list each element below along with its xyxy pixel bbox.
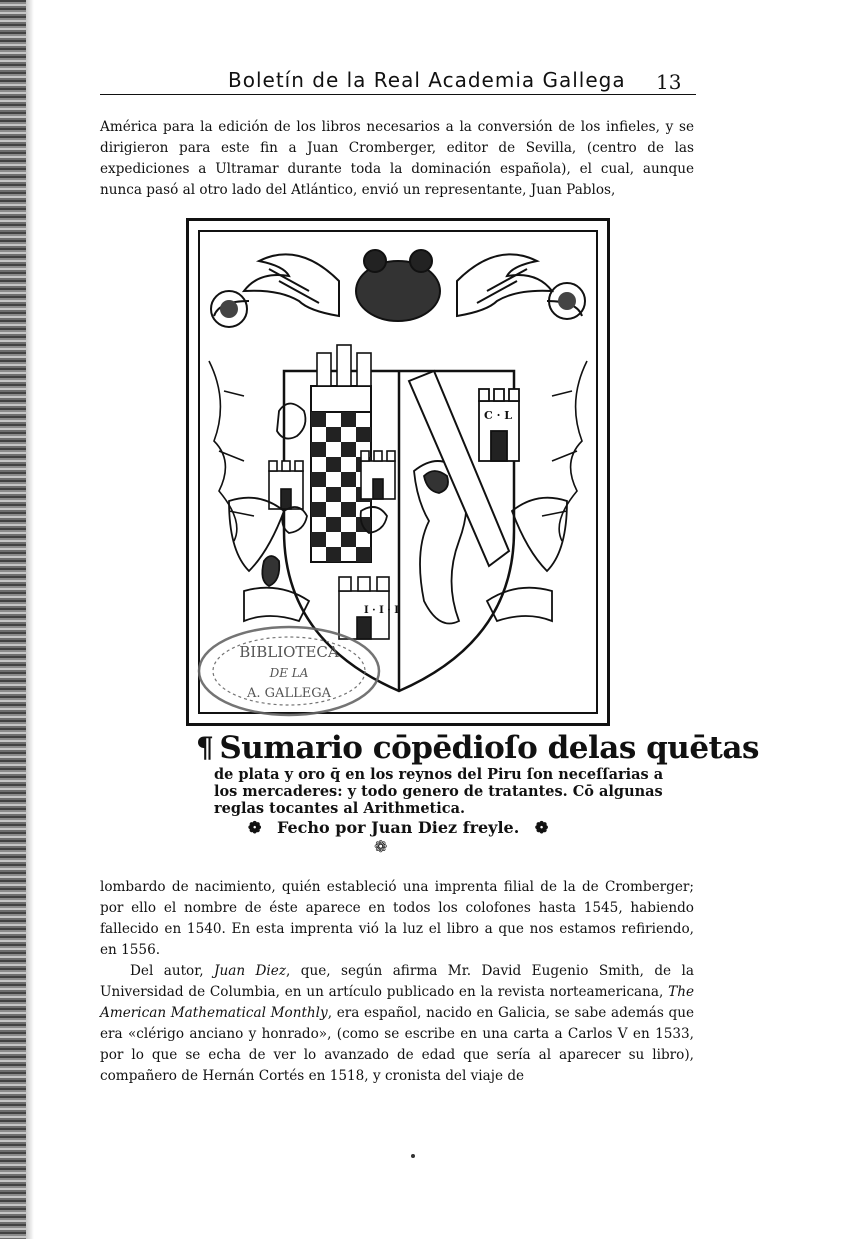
pilcrow-icon: ¶: [196, 731, 214, 764]
bottom-paragraph-2: [100, 961, 694, 1087]
coat-of-arms-illustration: [189, 221, 607, 723]
page-header: [100, 64, 700, 98]
caption-line-2: los mercaderes: y todo genero de tratantes. Cō algunas: [214, 783, 663, 800]
caption-title: Sumario cōpēdioſo delas quētas: [219, 730, 759, 766]
coat-of-arms-woodcut: [186, 218, 610, 726]
bp2-text-b: , era español, nacido en Galicia, se sabe además que era «clérigo anciano y honrado», (como se escribe en una carta a Carlos V en 1533, por lo que se echa de ver lo avanzado de edad que sería al aparecer su libro), compañero de Hernán Cortés en 1518, y cronista del viaje de: [100, 1005, 694, 1084]
ornament-right-icon: ❁: [534, 818, 549, 837]
stamp-line2: DE LA: [269, 666, 309, 680]
stamp-line1: BIBLIOTECA: [239, 643, 339, 661]
ornament-left-icon: ❁: [248, 818, 262, 837]
bp2-author-name: Juan Diez: [214, 963, 286, 979]
bp2-journal-name: The American Mathematical Monthly: [100, 984, 694, 1021]
eagle-icon: [214, 250, 582, 321]
caption-author: Fecho por Juan Diez freyle.: [276, 818, 520, 837]
caption-line-3: reglas tocantes al Arithmetica.: [214, 800, 466, 817]
header-rule: [100, 94, 696, 95]
bp2-intro: Del autor,: [130, 963, 215, 979]
page-number: 13: [656, 70, 682, 94]
top-paragraph-text: América para la edición de los libros necesarios a la conversión de los infieles, y se dirigieron para este fin a Juan Cromberger, editor de Sevilla, (centro de las expediciones a Ultramar durante toda la dominación española), el cual, aunque nunca pasó al otro lado del Atlántico, envió un representante, Juan Pablos,: [100, 119, 694, 198]
bottom-paragraphs: [100, 877, 694, 1087]
book-spine-edge: [0, 0, 26, 1239]
bp2-text-a: , que, según afirma Mr. David Eugenio Smith, de la Universidad de Columbia, en un artículo publicado en la revista norteamericana,: [100, 963, 695, 1000]
book-title-caption: [196, 730, 759, 856]
caption-title-line: [196, 730, 759, 766]
page-speck: [411, 1154, 415, 1158]
ornament-bottom-icon: ❁: [374, 837, 388, 856]
castle-motto-lower: I · I · I: [364, 605, 399, 616]
caption-author-line: [238, 817, 626, 839]
castle-motto: C · L: [484, 409, 512, 422]
stamp-line3: A. GALLEGA: [247, 686, 331, 701]
top-paragraph: [100, 117, 694, 201]
bottom-paragraph-1: lombardo de nacimiento, quién estableció una imprenta filial de la de Cromberger; por ello el nombre de éste aparece en todos los colofones hasta 1545, habiendo fallecido en 1540. En esta imprenta vió la luz el libro a que nos estamos refiriendo, en 1556.: [100, 879, 694, 958]
caption-line-1: de plata y oro q̄ en los reynos del Piru ſon neceſſarias a: [214, 766, 664, 783]
right-castle-icon: [479, 389, 519, 461]
running-title: Boletín de la Real Academia Gallega: [228, 68, 626, 92]
